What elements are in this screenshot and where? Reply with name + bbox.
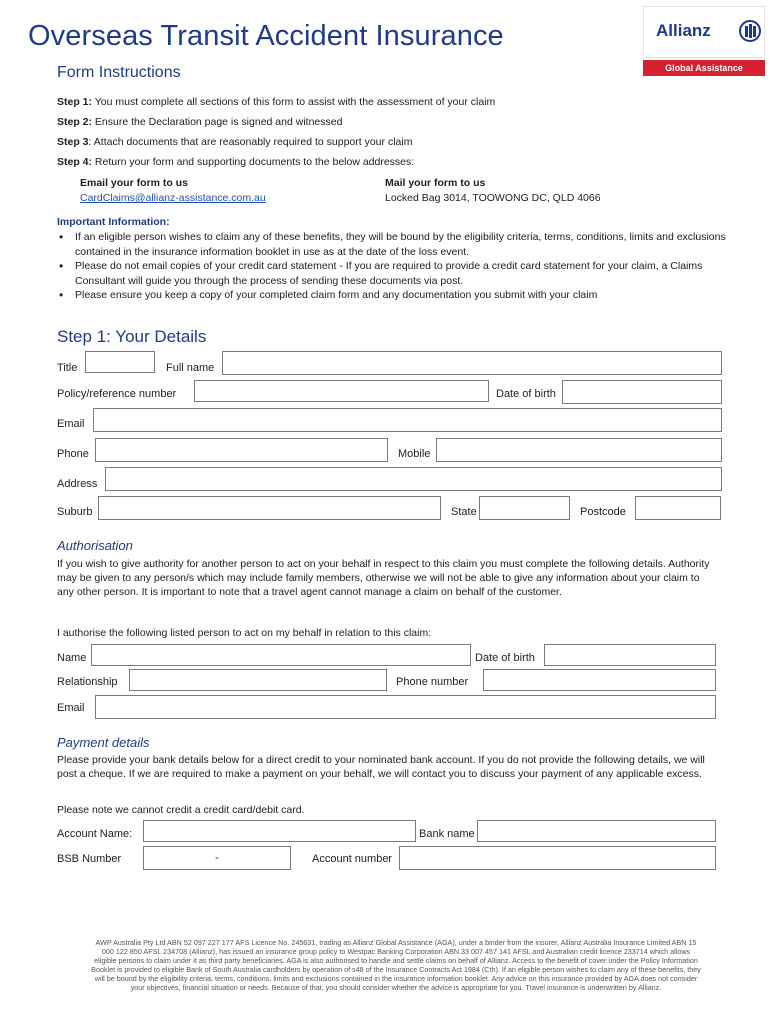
bsb-separator: - (215, 852, 219, 864)
state-label: State (451, 506, 477, 518)
claims-email-link[interactable]: CardClaims@allianz-assistance.com.au (80, 192, 266, 204)
step-text: : Attach documents that are reasonably required to support your claim (88, 136, 413, 148)
email-form-label: Email your form to us (80, 177, 188, 189)
dob-field[interactable] (562, 380, 722, 404)
logo-wordmark: Allianz (656, 21, 711, 40)
authorisation-statement: I authorise the following listed person to act on my behalf in relation to this claim: (57, 627, 432, 639)
title-label: Title (57, 362, 78, 374)
instructions-heading: Form Instructions (57, 64, 181, 81)
auth-dob-field[interactable] (544, 644, 716, 666)
legal-footer: AWP Australia Pty Ltd ABN 52 097 227 177 AFS Licence No. 245631, trading as Allianz Global Assistance (AGA), under a binder from the insurer, Allianz Australia Insurance Limited ABN 15 000 122 850 AFSL 234708 (Allianz), has issued an insurance group policy to Westpac Banking Corporation ABN 33 007 457 141 AFSL and Australian credit licence 233714 which allows eligible persons to claim under it as third party beneficiaries. AGA is also authorised to handle and settle claims on behalf of Allianz. Access to the benefit of cover under the Policy Information Booklet is provided to eligible Bank of South Australia cardholders by operation of s48 of the Insurance Contracts Act 1984 (Cth). If an eligible person wishes to claim any of these benefits, they will be bound by the eligibility criteria, terms, conditions, limits and exclusions contained in the insurance information booklet. Any advice on this insurance provided by AGA does not consider your objectives, financial situation or needs. Because of that, you should consider whether the advice is appropriate for you. Travel insurance is underwritten by Allianz. (91, 938, 701, 992)
payment-heading: Payment details (57, 735, 150, 750)
relationship-label: Relationship (57, 676, 118, 688)
email-label: Email (57, 418, 85, 430)
step-label: Step 1: (57, 96, 93, 108)
important-info-heading: Important Information: (57, 216, 170, 228)
bsb-label: BSB Number (57, 853, 122, 865)
auth-phone-label: Phone number (396, 676, 469, 688)
step-2-line (57, 116, 342, 128)
auth-name-field[interactable] (91, 644, 471, 666)
fullname-label: Full name (166, 362, 215, 374)
suburb-field[interactable] (98, 496, 441, 520)
email-field[interactable] (93, 408, 722, 432)
auth-name-label: Name (57, 652, 87, 664)
payment-note: Please note we cannot credit a credit card/debit card. (57, 804, 305, 816)
step1-heading: Step 1: Your Details (57, 327, 207, 346)
step-label: Step 4: (57, 156, 93, 168)
fullname-field[interactable] (222, 351, 722, 375)
step-label: Step 3 (57, 136, 89, 148)
address-label: Address (57, 478, 98, 490)
auth-dob-label: Date of birth (475, 652, 535, 664)
auth-phone-field[interactable] (483, 669, 716, 691)
step-1-line (57, 96, 495, 108)
phone-field[interactable] (95, 438, 388, 462)
logo-subtitle: Global Assistance (643, 60, 765, 76)
address-field[interactable] (105, 467, 722, 491)
mail-form-label: Mail your form to us (385, 177, 486, 189)
allianz-eagle-icon (739, 20, 761, 42)
policy-label: Policy/reference number (57, 388, 177, 400)
auth-email-field[interactable] (95, 695, 716, 719)
list-item: • If an eligible person wishes to claim any of these benefits, they will be bound by the eligibility criteria, terms, conditions, limits and exclusions contained in the insurance information booklet in use as at the date of the loss event. (57, 230, 737, 259)
bank-name-label: Bank name (419, 828, 475, 840)
relationship-field[interactable] (129, 669, 387, 691)
state-field[interactable] (479, 496, 570, 520)
bsb-field[interactable] (143, 846, 291, 870)
account-number-label: Account number (312, 853, 393, 865)
mobile-label: Mobile (398, 448, 431, 460)
phone-label: Phone (57, 448, 89, 460)
step-text: Return your form and supporting documents to the below addresses: (92, 156, 415, 168)
step-3-line (57, 136, 412, 148)
important-info-list (57, 230, 737, 303)
postcode-field[interactable] (635, 496, 721, 520)
list-item: • Please do not email copies of your credit card statement - If you are required to provide a credit card statement for your claim, a Claims Consultant will guide you through the process of sending these documents via post. (57, 259, 737, 288)
dob-label: Date of birth (496, 388, 556, 400)
allianz-logo (643, 6, 765, 78)
account-name-label: Account Name: (57, 828, 133, 840)
step-text: You must complete all sections of this form to assist with the assessment of your claim (92, 96, 496, 108)
logo-panel (643, 6, 765, 58)
account-number-field[interactable] (399, 846, 716, 870)
auth-email-label: Email (57, 702, 85, 714)
payment-paragraph: Please provide your bank details below for a direct credit to your nominated bank account. If you do not provide the following details, we will post a cheque. If we are required to make a payment on your behalf, we will contact you to discuss your payment of any applicable excess. (57, 754, 705, 780)
list-item: • Please ensure you keep a copy of your completed claim form and any documentation you submit with your claim (57, 288, 737, 303)
form-title: Overseas Transit Accident Insurance (28, 20, 504, 52)
suburb-label: Suburb (57, 506, 93, 518)
mail-address: Locked Bag 3014, TOOWONG DC, QLD 4066 (385, 192, 601, 204)
bank-name-field[interactable] (477, 820, 716, 842)
step-label: Step 2: (57, 116, 93, 128)
title-field[interactable] (85, 351, 155, 373)
account-name-field[interactable] (143, 820, 416, 842)
step-4-line (57, 156, 414, 168)
authorisation-paragraph: If you wish to give authority for another person to act on your behalf in respect to this claim you must complete the following details. Authority may be given to any person/s which may include family members, otherwise we will not be able to give any information about your claim to any other person. It is important to note that a travel agent cannot manage a claim on behalf of the customer. (57, 558, 710, 598)
mobile-field[interactable] (436, 438, 722, 462)
authorisation-heading: Authorisation (57, 538, 133, 553)
postcode-label: Postcode (580, 506, 626, 518)
step-text: Ensure the Declaration page is signed and witnessed (92, 116, 343, 128)
policy-number-field[interactable] (194, 380, 489, 402)
